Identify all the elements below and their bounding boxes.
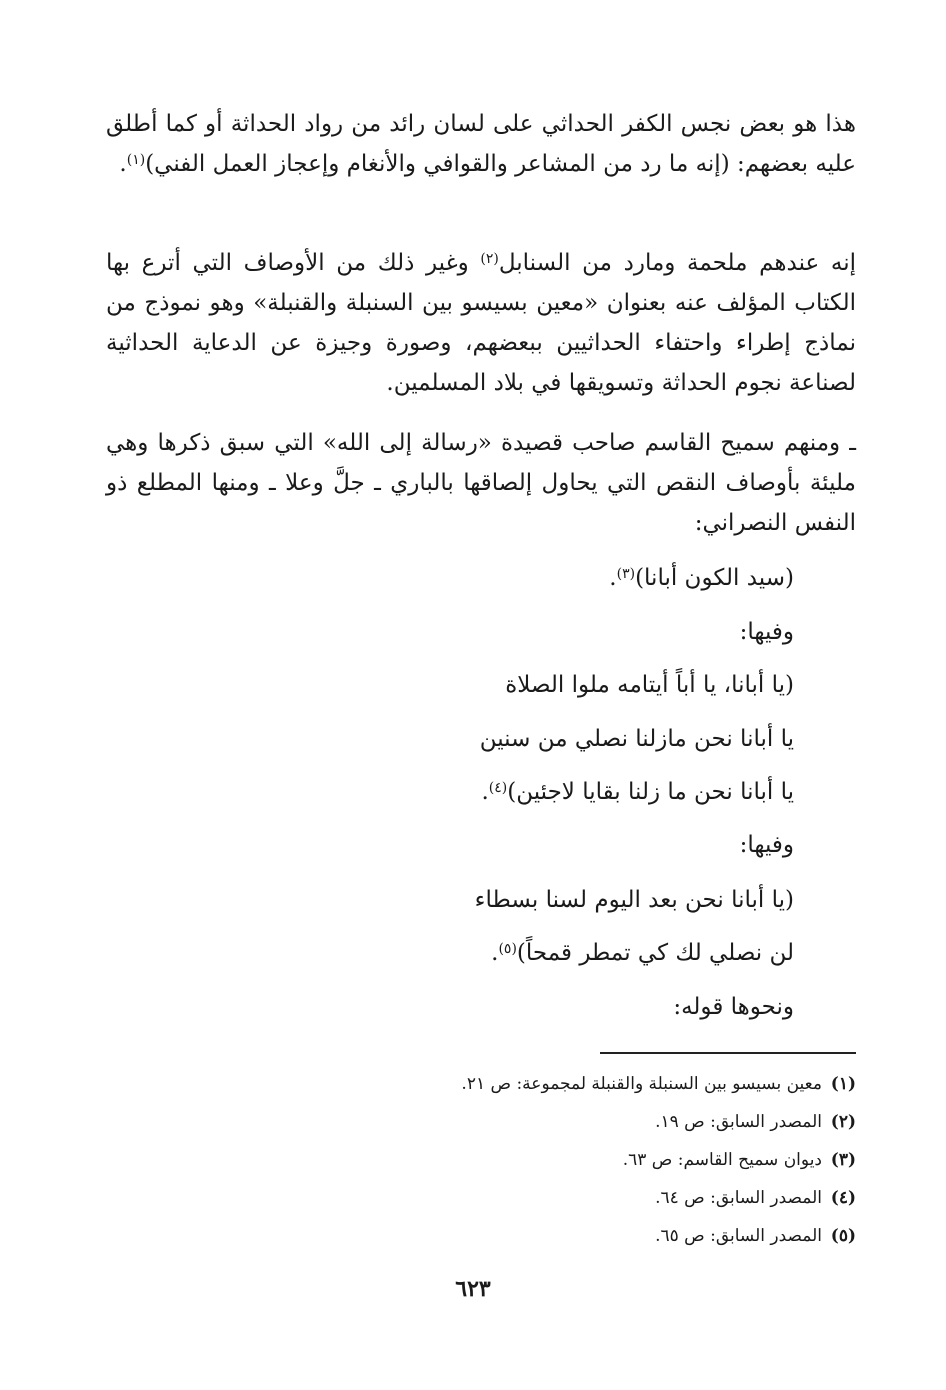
footnote-4 xyxy=(300,1182,856,1214)
verse-6-text: لن نصلي لك كي تمطر قمحاً) xyxy=(516,940,794,966)
paragraph-2 xyxy=(106,243,856,403)
verse-6-end: . xyxy=(491,940,499,966)
footnote-1 xyxy=(300,1068,856,1100)
verse-3: يا أبانا نحن مازلنا نصلي من سنين xyxy=(479,726,794,752)
paragraph-1-text: هذا هو بعض نجس الكفر الحداثي على لسان رائد من رواد الحداثة أو كما أطلق عليه بعضهم: (إنه ما رد من المشاعر والقوافي والأنغام وإعجاز العمل الفني) xyxy=(106,111,856,177)
footnote-ref-4: (٤) xyxy=(488,780,508,796)
footnote-2 xyxy=(300,1106,856,1138)
footnote-3 xyxy=(300,1144,856,1176)
verse-5: (يا أبانا نحن بعد اليوم لسنا بسطاء xyxy=(474,887,794,913)
verse-4-end: . xyxy=(481,779,489,805)
paragraph-3-text: ـ ومنهم سميح القاسم صاحب قصيدة «رسالة إلى الله» التي سبق ذكرها وهي مليئة بأوصاف النقص التي يحاول إلصاقها بالباري ـ جلَّ وعلا ـ ومنها المطلع ذو النفس النصراني: xyxy=(106,430,856,536)
verse-4 xyxy=(106,772,794,812)
verse-2: (يا أبانا، يا أباً أيتامه ملوا الصلاة xyxy=(505,672,794,698)
footnote-5-text: المصدر السابق: ص ٦٥. xyxy=(655,1226,822,1246)
paragraph-1 xyxy=(106,104,856,184)
paragraph-2-text-end: وغير ذلك من الأوصاف التي أترع بها الكتاب المؤلف عنه بعنوان «معين بسيسو بين السنبلة والقنبلة» وهو نموذج من نماذج إطراء واحتفاء الحداثيين ببعضهم، وصورة وجيزة عن الدعاية الحداثية لصناعة نجوم الحداثة وتسويقها في بلاد المسلمين. xyxy=(106,250,856,396)
footnote-4-text: المصدر السابق: ص ٦٤. xyxy=(655,1188,822,1208)
paragraph-2-text-start: إنه عندهم ملحمة ومارد من السنابل xyxy=(498,250,857,276)
footnote-4-number: (٤) xyxy=(830,1188,856,1208)
paragraph-3 xyxy=(106,423,856,543)
verse-label-2: وفيها: xyxy=(739,832,794,858)
footnote-2-number: (٢) xyxy=(830,1112,856,1132)
footnote-5-number: (٥) xyxy=(830,1226,856,1246)
verse-1 xyxy=(106,558,794,598)
verse-1-text: (سيد الكون أبانا) xyxy=(635,565,794,591)
footnote-divider xyxy=(600,1052,856,1054)
footnote-2-text: المصدر السابق: ص ١٩. xyxy=(655,1112,822,1132)
footnote-ref-3: (٣) xyxy=(616,566,636,582)
page-number: ٦٢٣ xyxy=(455,1276,491,1302)
footnote-1-number: (١) xyxy=(830,1074,856,1094)
verse-label-1: وفيها: xyxy=(739,619,794,645)
verse-label-3: ونحوها قوله: xyxy=(673,994,794,1020)
footnote-ref-1: (١) xyxy=(126,152,146,168)
footnote-ref-2: (٢) xyxy=(480,251,499,267)
paragraph-1-end: . xyxy=(119,151,127,177)
verse-4-text: يا أبانا نحن ما زلنا بقايا لاجئين) xyxy=(507,779,794,805)
footnote-3-number: (٣) xyxy=(830,1150,856,1170)
verse-6 xyxy=(106,933,794,973)
verse-1-end: . xyxy=(609,565,617,591)
footnote-1-text: معين بسيسو بين السنبلة والقنبلة لمجموعة: ص ٢١. xyxy=(461,1074,822,1094)
footnote-3-text: ديوان سميح القاسم: ص ٦٣. xyxy=(622,1150,822,1170)
footnote-5 xyxy=(300,1220,856,1252)
footnote-ref-5: (٥) xyxy=(498,941,517,957)
